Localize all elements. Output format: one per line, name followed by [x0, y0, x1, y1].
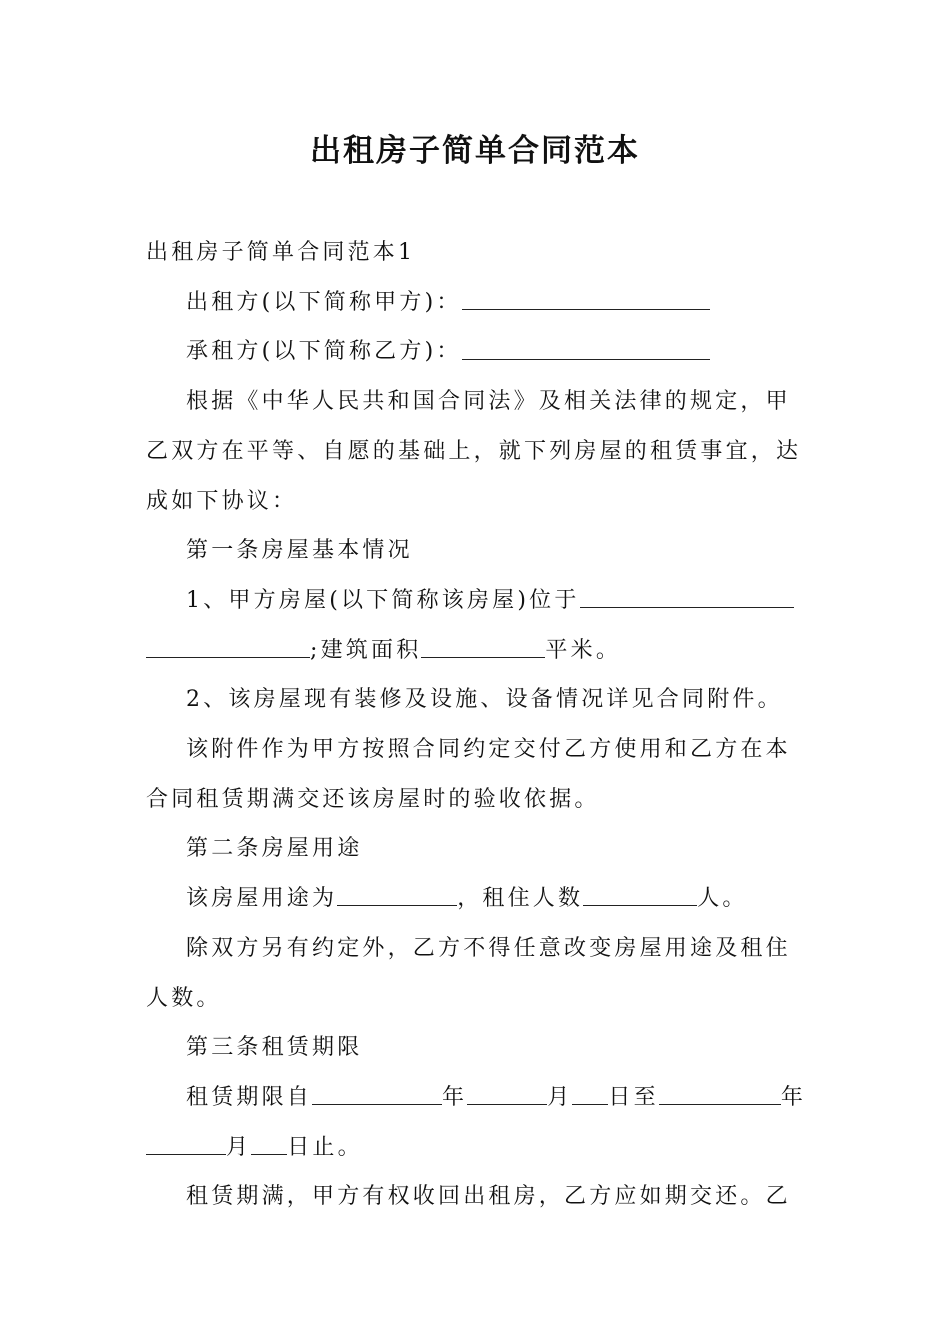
occupants-blank [583, 883, 697, 906]
lessee-label: 承租方(以下简称乙方)： [186, 339, 462, 365]
section-heading: 出租房子简单合同范本1 [146, 240, 416, 265]
area-unit: 平米。 [545, 637, 622, 663]
article3-title: 第三条租赁期限 [186, 1035, 363, 1061]
month-label: 月 [547, 1084, 573, 1110]
start-month-blank [467, 1082, 547, 1105]
location-blank-1 [580, 585, 794, 608]
location-blank-2 [146, 635, 310, 658]
end-year-blank-2 [771, 1082, 781, 1105]
document-title: 出租房子简单合同范本 [310, 133, 640, 169]
start-year-blank [312, 1082, 442, 1105]
lessor-blank [462, 287, 710, 310]
lessor-label: 出租方(以下简称甲方)： [186, 289, 462, 315]
article2-title: 第二条房屋用途 [186, 836, 363, 862]
start-day-blank [572, 1082, 608, 1105]
day-to-label: 日至 [608, 1084, 659, 1110]
term-from-label: 租赁期限自 [186, 1084, 313, 1110]
year-label: 年 [442, 1084, 468, 1110]
article3-expiry: 租赁期满，甲方有权收回出租房，乙方应如期交还。乙 [186, 1184, 791, 1210]
use-blank [337, 883, 457, 906]
article2-restriction: 除双方另有约定外，乙方不得任意改变房屋用途及租住人数。 [146, 935, 791, 1011]
location-label: 1、甲方房屋(以下简称该房屋)位于 [186, 587, 580, 613]
article1-item2: 2、该房屋现有装修及设施、设备情况详见合同附件。 [186, 687, 783, 713]
preamble-paragraph: 根据《中华人民共和国合同法》及相关法律的规定，甲乙双方在平等、自愿的基础上，就下列房屋的租赁事宜，达成如下协议： [146, 389, 802, 514]
article1-title: 第一条房屋基本情况 [186, 538, 413, 564]
end-year-blank-1 [659, 1082, 771, 1105]
end-month-blank [146, 1132, 226, 1155]
area-blank [421, 635, 545, 658]
month-label-2: 月 [226, 1134, 252, 1160]
area-label: ;建筑面积 [310, 637, 422, 663]
lessee-line [146, 327, 808, 377]
article1-item1 [146, 576, 808, 675]
lessee-blank [462, 337, 710, 360]
year-label-2: 年 [780, 1084, 807, 1110]
lessor-line [146, 278, 808, 328]
use-label: 该房屋用途为 [186, 886, 338, 912]
day-end-label: 日止。 [287, 1134, 363, 1160]
end-day-blank [251, 1132, 287, 1155]
occupants-label: ，租住人数 [457, 886, 584, 912]
article1-attachment: 该附件作为甲方按照合同约定交付乙方使用和乙方在本合同租赁期满交还该房屋时的验收依据。 [146, 737, 791, 812]
occupants-unit: 人。 [697, 886, 748, 912]
article2-use [146, 874, 808, 924]
document-body [146, 228, 808, 1222]
article3-term [146, 1073, 808, 1172]
